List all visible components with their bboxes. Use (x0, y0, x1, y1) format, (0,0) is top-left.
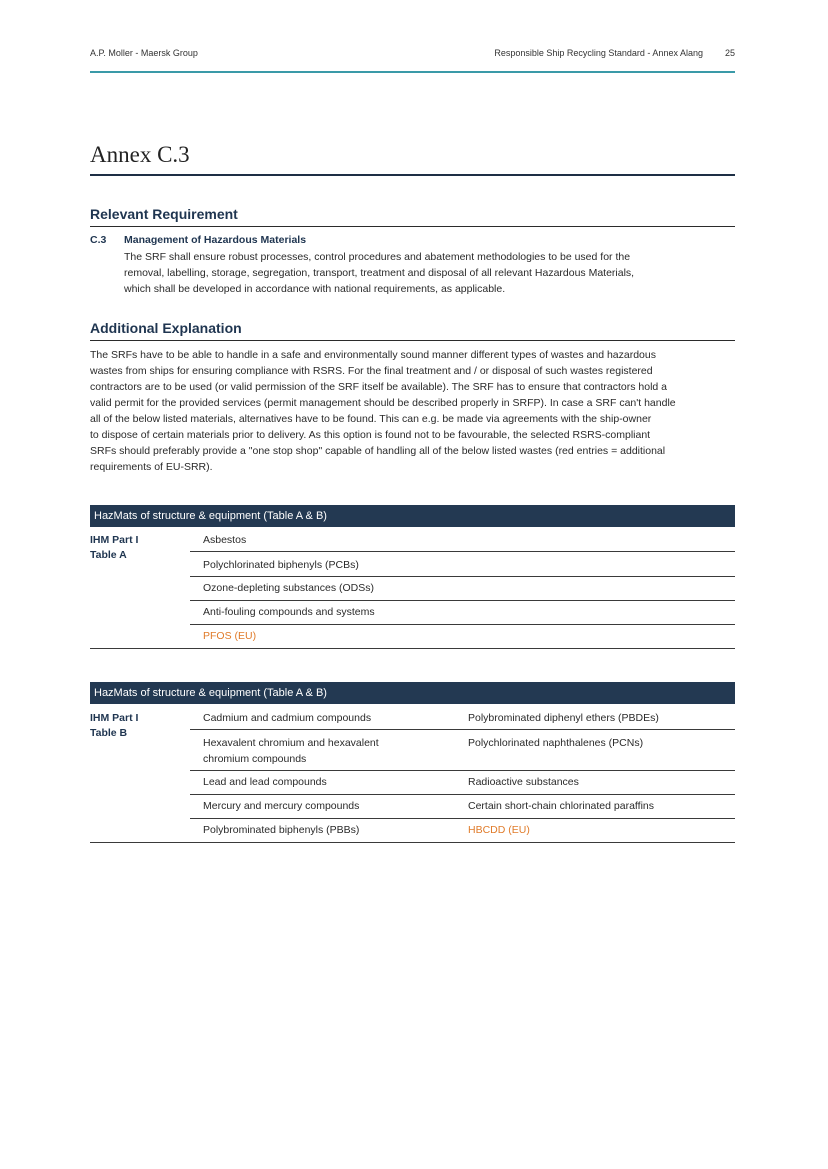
explanation-line: SRFs should preferably provide a "one stop shop" capable of handling all of the below listed wastes (red entries = additional (90, 445, 666, 457)
relevant-requirement-rule (90, 226, 735, 227)
table-a-header-text: HazMats of structure & equipment (Table A & B) (94, 510, 327, 522)
explanation-line: to dispose of certain materials prior to delivery. As this option is found not to be favourable, the selected RSRS-compliant (90, 429, 651, 441)
annex-title: Annex C.3 (90, 142, 190, 167)
table-a-item: Asbestos (203, 534, 247, 546)
header-right (494, 48, 735, 58)
explanation-line: contractors are to be used (or valid permission of the SRF itself be available). The SRF has to ensure that contractors hold a (90, 381, 668, 393)
requirement-text (124, 249, 714, 297)
requirement-line: removal, labelling, storage, segregation, transport, treatment and disposal of all relevant Hazardous Materials, (124, 267, 635, 279)
requirement-line: which shall be developed in accordance with national requirements, as applicable. (124, 283, 506, 295)
header-doc-title: Responsible Ship Recycling Standard - Annex Alang (494, 48, 703, 58)
header-rule (90, 71, 735, 73)
table-b-label-table: Table B (90, 727, 128, 739)
table-b-item: Radioactive substances (468, 776, 579, 788)
table-a-label-part: IHM Part I (90, 534, 139, 546)
table-b-item: Polybrominated diphenyl ethers (PBDEs) (468, 712, 659, 724)
table-a-item: Ozone-depleting substances (ODSs) (203, 582, 374, 594)
table-b-item: Lead and lead compounds (203, 776, 327, 788)
table-b-header-text: HazMats of structure & equipment (Table A & B) (94, 687, 327, 699)
table-b-label (90, 711, 138, 741)
table-a-row-rule (190, 551, 735, 552)
table-b-item: Polychlorinated naphthalenes (PCNs) (468, 737, 644, 749)
header-org: A.P. Moller - Maersk Group (90, 48, 198, 58)
table-b-item: Certain short-chain chlorinated paraffins (468, 800, 654, 812)
table-a-item: Anti-fouling compounds and systems (203, 606, 375, 618)
requirement-title: Management of Hazardous Materials (124, 234, 307, 246)
explanation-line: wastes from ships for ensuring compliance with RSRS. For the final treatment and / or disposal of such wastes registered (90, 365, 653, 377)
table-b-item: Polybrominated biphenyls (PBBs) (203, 824, 360, 836)
table-b-label-part: IHM Part I (90, 712, 139, 724)
table-b-item: Mercury and mercury compounds (203, 800, 360, 812)
table-b-item-eu: HBCDD (EU) (468, 824, 530, 836)
table-b-row-rule (190, 729, 735, 730)
table-a-row-rule (190, 600, 735, 601)
table-b-header (90, 682, 735, 704)
table-b-row-rule (190, 794, 735, 795)
additional-explanation-heading: Additional Explanation (90, 320, 242, 336)
explanation-text (90, 347, 735, 475)
table-b-item: chromium compounds (203, 753, 307, 765)
additional-explanation-rule (90, 340, 735, 341)
table-b-row-rule (190, 770, 735, 771)
annex-rule (90, 174, 735, 176)
table-a-label (90, 533, 138, 563)
page-header (90, 48, 735, 64)
page-number: 25 (724, 48, 735, 58)
table-b-bottom-rule (90, 842, 735, 843)
table-a-bottom-rule (90, 648, 735, 649)
requirement-line: The SRF shall ensure robust processes, control procedures and abatement methodologies to be used for the (124, 251, 631, 263)
table-b-item: Cadmium and cadmium compounds (203, 712, 372, 724)
table-a-row-rule (190, 624, 735, 625)
table-a-label-table: Table A (90, 549, 127, 561)
table-a-item: Polychlorinated biphenyls (PCBs) (203, 559, 359, 571)
relevant-requirement-heading: Relevant Requirement (90, 206, 238, 222)
explanation-line: requirements of EU-SRR). (90, 461, 213, 473)
table-b-item: Hexavalent chromium and hexavalent (203, 737, 379, 749)
explanation-line: The SRFs have to be able to handle in a safe and environmentally sound manner different types of wastes and hazardous (90, 349, 656, 361)
explanation-line: valid permit for the provided services (permit management should be described properly in SRFP). In case a SRF can't handle (90, 397, 676, 409)
requirement-code: C.3 (90, 234, 107, 246)
table-a-item-eu: PFOS (EU) (203, 630, 257, 642)
table-a-header (90, 505, 735, 527)
table-a-row-rule (190, 576, 735, 577)
table-b-row-rule (190, 818, 735, 819)
explanation-line: all of the below listed materials, alternatives have to be found. This can e.g. be made via agreements with the ship-owner (90, 413, 652, 425)
